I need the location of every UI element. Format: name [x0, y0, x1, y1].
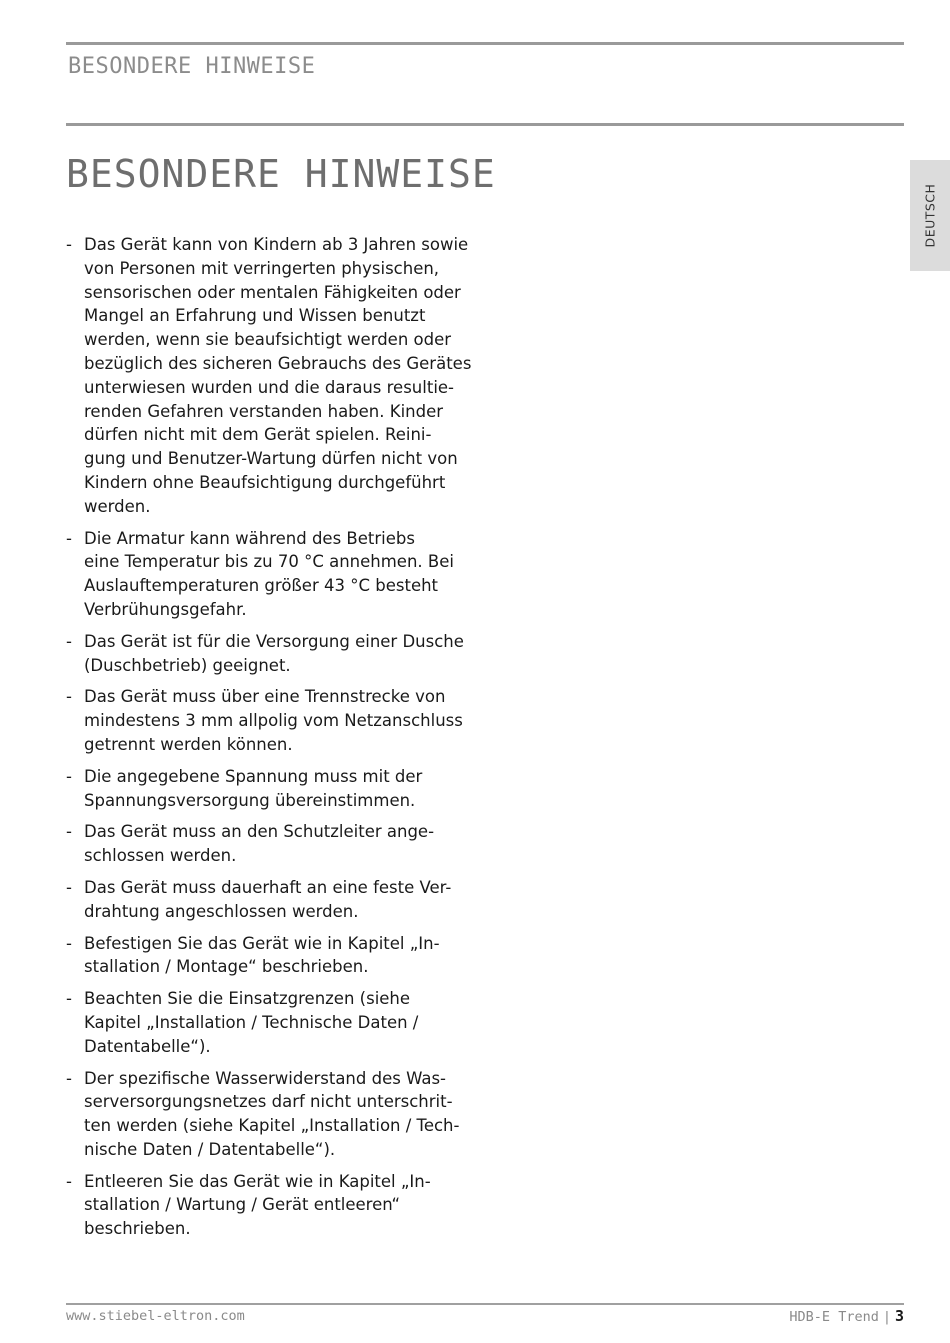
safety-note-line: nische Daten / Datentabelle“). [84, 1139, 336, 1159]
safety-note-line: ten werden (siehe Kapitel „Installation / Tech- [84, 1116, 460, 1136]
safety-note-text [84, 820, 486, 868]
safety-note-line: unterwiesen wurden und die daraus resultie- [84, 377, 455, 397]
safety-note-line: renden Gefahren verstanden haben. Kinder [84, 401, 444, 421]
safety-note-line: stallation / Montage“ beschrieben. [84, 957, 369, 977]
safety-note-text [84, 630, 486, 678]
safety-note-line: Befestigen Sie das Gerät wie in Kapitel „In- [84, 933, 440, 953]
footer-separator: | [882, 1309, 891, 1325]
safety-note-item [66, 765, 486, 813]
safety-note-line: Kindern ohne Beaufsichtigung durchgeführt [84, 472, 446, 492]
safety-note-line: Die Armatur kann während des Betriebs [84, 528, 415, 548]
page-title: BESONDERE HINWEISE [66, 152, 496, 196]
dash-bullet: - [66, 687, 72, 707]
safety-note-line: beschrieben. [84, 1219, 191, 1239]
safety-note-line: werden. [84, 496, 151, 516]
safety-note-text [84, 1067, 486, 1162]
safety-note-line: Der spezifische Wasserwiderstand des Was- [84, 1068, 446, 1088]
safety-note-item [66, 876, 486, 924]
safety-note-line: Das Gerät muss dauerhaft an eine feste Ver- [84, 877, 452, 897]
footer-product-name: HDB-E Trend [789, 1309, 879, 1325]
safety-note-line: Das Gerät ist für die Versorgung einer Dusche [84, 631, 464, 651]
safety-note-item [66, 820, 486, 868]
safety-note-text [84, 987, 486, 1058]
safety-note-text [84, 685, 486, 756]
safety-note-line: serversorgungsnetzes darf nicht unterschrit- [84, 1092, 453, 1112]
dash-bullet: - [66, 235, 72, 254]
safety-notes-list [66, 233, 486, 1249]
safety-note-line: Datentabelle“). [84, 1036, 211, 1056]
safety-note-text [84, 1170, 486, 1241]
safety-note-line: mindestens 3 mm allpolig vom Netzanschluss [84, 711, 463, 731]
safety-note-text [84, 876, 486, 924]
safety-note-item [66, 685, 486, 756]
safety-note-line: eine Temperatur bis zu 70 °C annehmen. Bei [84, 552, 454, 572]
safety-note-line: Spannungsversorgung übereinstimmen. [84, 790, 416, 810]
safety-note-line: Beachten Sie die Einsatzgrenzen (siehe [84, 989, 411, 1009]
dash-bullet: - [66, 766, 72, 786]
header-bottom-rule [66, 123, 904, 126]
safety-note-line: getrennt werden können. [84, 734, 293, 754]
footer-url: www.stiebel-eltron.com [66, 1308, 245, 1324]
safety-note-item [66, 1067, 486, 1162]
safety-note-line: (Duschbetrieb) geeignet. [84, 655, 291, 675]
safety-note-item [66, 1170, 486, 1241]
safety-note-text [84, 527, 486, 622]
safety-note-line: Die angegebene Spannung muss mit der [84, 766, 423, 786]
dash-bullet: - [66, 1171, 72, 1191]
dash-bullet: - [66, 528, 72, 548]
safety-note-line: schlossen werden. [84, 846, 237, 866]
safety-note-item [66, 233, 486, 519]
safety-note-line: sensorischen oder mentalen Fähigkeiten oder [84, 282, 461, 302]
safety-note-line: gung und Benutzer-Wartung dürfen nicht von [84, 449, 458, 469]
safety-note-line: Das Gerät kann von Kindern ab 3 Jahren sowie [84, 235, 469, 254]
language-tab-label: DEUTSCH [922, 183, 938, 248]
safety-note-line: Verbrühungsgefahr. [84, 599, 247, 619]
safety-note-line: Kapitel „Installation / Technische Daten / [84, 1012, 419, 1032]
safety-note-line: Mangel an Erfahrung und Wissen benutzt [84, 306, 426, 326]
safety-note-line: Entleeren Sie das Gerät wie in Kapitel „In- [84, 1171, 431, 1191]
dash-bullet: - [66, 631, 72, 651]
dash-bullet: - [66, 989, 72, 1009]
safety-note-text [84, 932, 486, 980]
safety-note-line: von Personen mit verringerten physischen, [84, 258, 440, 278]
footer-page-info [789, 1307, 904, 1325]
dash-bullet: - [66, 877, 72, 897]
footer-rule [66, 1303, 904, 1305]
dash-bullet: - [66, 1068, 72, 1088]
language-tab [910, 160, 950, 271]
safety-note-line: drahtung angeschlossen werden. [84, 901, 359, 921]
safety-note-item [66, 987, 486, 1058]
dash-bullet: - [66, 822, 72, 842]
safety-note-item [66, 630, 486, 678]
safety-note-line: dürfen nicht mit dem Gerät spielen. Reini- [84, 425, 432, 445]
safety-note-line: bezüglich des sicheren Gebrauchs des Gerätes [84, 353, 472, 373]
safety-note-line: Auslauftemperaturen größer 43 °C besteht [84, 576, 439, 596]
safety-note-line: werden, wenn sie beaufsichtigt werden oder [84, 330, 452, 350]
dash-bullet: - [66, 933, 72, 953]
safety-note-item [66, 527, 486, 622]
safety-note-text [84, 233, 486, 519]
page-number: 3 [894, 1307, 904, 1325]
safety-note-text [84, 765, 486, 813]
safety-note-item [66, 932, 486, 980]
safety-note-line: Das Gerät muss an den Schutzleiter ange- [84, 822, 435, 842]
header-top-rule [66, 42, 904, 45]
safety-note-line: Das Gerät muss über eine Trennstrecke von [84, 687, 446, 707]
safety-note-line: stallation / Wartung / Gerät entleeren“ [84, 1195, 401, 1215]
running-head: BESONDERE HINWEISE [68, 54, 316, 79]
